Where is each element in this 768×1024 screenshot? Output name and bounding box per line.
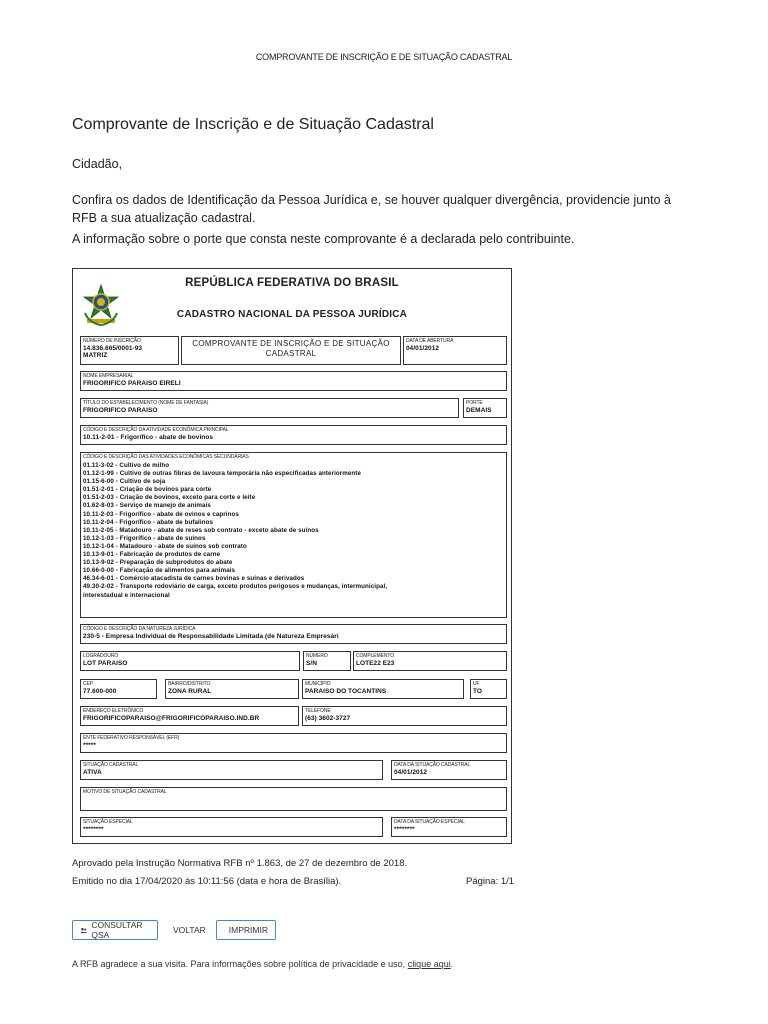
- page-number: Página: 1/1: [466, 876, 515, 887]
- logradouro-label: LOGRADOURO: [83, 653, 119, 659]
- page-title: Comprovante de Inscrição e de Situação Cadastral: [72, 116, 434, 133]
- list-item: 10.11-2-05 - Matadouro - abate de reses sob contrato - exceto abate de suínos: [83, 526, 319, 534]
- efr-box: [80, 733, 507, 753]
- atividades-secundarias-label: CÓDIGO E DESCRIÇÃO DAS ATIVIDADES ECONÔMICAS SECUNDÁRIAS: [83, 454, 249, 460]
- porte-value: DEMAIS: [466, 407, 492, 414]
- comprovante-box: [181, 336, 401, 365]
- voltar-button[interactable]: [162, 920, 212, 940]
- list-item: 01.15-6-00 - Cultivo de soja: [83, 478, 166, 486]
- telefone-value: (63) 3602-3727: [305, 715, 351, 722]
- uf-box: [470, 679, 507, 699]
- data-abertura-label: DATA DE ABERTURA: [406, 338, 454, 344]
- nome-empresarial-box: [80, 371, 507, 391]
- nome-fantasia-label: TÍTULO DO ESTABELECIMENTO (NOME DE FANTASIA): [83, 400, 209, 406]
- list-item: 01.51-2-01 - Criação de bovinos para corte: [83, 486, 212, 494]
- greeting: Cidadão,: [72, 157, 123, 171]
- comprovante-title: COMPROVANTE DE INSCRIÇÃO E DE SITUAÇÃO CADASTRAL: [192, 339, 390, 358]
- brasil-coat-of-arms-icon: [81, 283, 121, 327]
- atividade-principal-box: [80, 425, 507, 445]
- list-item: 49.30-2-02 - Transporte rodoviário de carga, exceto produtos perigosos e mudanças, intermunicipal,: [83, 583, 388, 591]
- cep-label: CEP: [83, 681, 93, 687]
- data-abertura-box: [403, 336, 507, 365]
- numero-inscricao-label: NÚMERO DE INSCRIÇÃO: [83, 338, 141, 344]
- comprovante-card: [72, 268, 512, 844]
- numero-value: S/N: [306, 660, 317, 667]
- email-value: FRIGORIFICOPARAISO@FRIGORIFICOPARAISO.IND.BR: [83, 715, 260, 722]
- list-item: 01.12-1-99 - Cultivo de outras fibras de lavoura temporária não especificadas anteriormente: [83, 470, 362, 478]
- data-situacao-box: [391, 760, 507, 780]
- data-situacao-especial-value: ********: [394, 826, 415, 833]
- list-item: interestadual e internacional: [83, 591, 170, 599]
- situacao-especial-value: ********: [83, 826, 104, 833]
- footer-text: A RFB agradece a sua visita. Para informações sobre política de privacidade e uso,: [72, 959, 408, 969]
- efr-value: *****: [83, 742, 96, 749]
- complemento-label: COMPLEMENTO: [356, 653, 394, 659]
- list-item: 10.13-9-02 - Preparação de subprodutos do abate: [83, 559, 233, 567]
- situacao-label: SITUAÇÃO CADASTRAL: [83, 762, 139, 768]
- list-item: 10.13-9-01 - Fabricação de produtos de carne: [83, 551, 221, 559]
- porte-label: PORTE: [466, 400, 483, 406]
- republica-heading: REPÚBLICA FEDERATIVA DO BRASIL: [185, 277, 399, 289]
- list-item: 10.12-1-04 - Matadouro - abate de suínos sob contrato: [83, 542, 247, 550]
- list-item: 01.62-8-03 - Serviço de manejo de animais: [83, 502, 211, 510]
- list-item: 10.12-1-03 - Frigorífico - abate de suínos: [83, 534, 206, 542]
- natureza-juridica-value: 230-5 - Empresa Individual de Responsabilidade Limitada (de Natureza Empresári: [83, 633, 339, 640]
- situacao-value: ATIVA: [83, 769, 102, 776]
- numero-inscricao-box: [80, 336, 179, 365]
- intro-paragraph: Confira os dados de Identificação da Pessoa Jurídica e, se houver qualquer divergência, providencie junto à RFB a sua atualização cadastral.: [72, 193, 671, 225]
- list-item: 01.11-3-02 - Cultivo de milho: [83, 462, 170, 469]
- motivo-label: MOTIVO DE SITUAÇÃO CADASTRAL: [83, 789, 167, 795]
- nome-fantasia-value: FRIGORIFICO PARAISO: [83, 407, 158, 414]
- nome-fantasia-box: [80, 398, 459, 418]
- list-item: 10.66-0-00 - Fabricação de alimentos para animais: [83, 567, 236, 575]
- email-box: [80, 706, 299, 726]
- data-situacao-especial-box: [391, 817, 507, 837]
- consultar-qsa-button[interactable]: [72, 920, 158, 940]
- uf-value: TO: [473, 688, 483, 695]
- data-situacao-value: 04/01/2012: [394, 769, 428, 776]
- privacy-link[interactable]: clique aqui: [407, 959, 451, 969]
- numero-box: [303, 651, 351, 671]
- motivo-box: [80, 787, 507, 811]
- email-label: ENDEREÇO ELETRÔNICO: [83, 708, 144, 714]
- atividade-principal-value: 10.11-2-01 - Frigorífico - abate de bovinos: [83, 434, 214, 441]
- bairro-value: ZONA RURAL: [168, 688, 212, 695]
- matriz-value: MATRIZ: [83, 352, 108, 359]
- uf-label: UF: [473, 681, 480, 687]
- complemento-value: LOTE22 E23: [356, 660, 395, 667]
- cep-box: [80, 679, 157, 699]
- footer-end: .: [450, 959, 454, 969]
- porte-box: [463, 398, 507, 418]
- list-item: 46.34-6-01 - Comércio atacadista de carnes bovinas e suínas e derivados: [83, 575, 305, 583]
- municipio-box: [302, 679, 464, 699]
- users-icon: [80, 926, 87, 935]
- imprimir-button[interactable]: [216, 920, 276, 940]
- logradouro-value: LOT PARAISO: [83, 660, 128, 667]
- data-situacao-especial-label: DATA DA SITUAÇÃO ESPECIAL: [394, 819, 465, 825]
- atividade-principal-label: CÓDIGO E DESCRIÇÃO DA ATIVIDADE ECONÔMICA PRINCIPAL: [83, 427, 229, 433]
- approval-note: Aprovado pela Instrução Normativa RFB nº 1.863, de 27 de dezembro de 2018.: [72, 858, 408, 869]
- municipio-label: MUNICÍPIO: [305, 681, 331, 687]
- page-header: COMPROVANTE DE INSCRIÇÃO E DE SITUAÇÃO CADASTRAL: [255, 52, 513, 62]
- nome-empresarial-label: NOME EMPRESARIAL: [83, 373, 134, 379]
- consultar-qsa-label: CONSULTAR QSA: [91, 920, 143, 940]
- complemento-box: [353, 651, 507, 671]
- telefone-label: TELEFONE: [305, 708, 331, 714]
- data-abertura-value: 04/01/2012: [406, 345, 440, 352]
- cep-value: 77.600-000: [83, 688, 117, 695]
- atividades-secundarias-box: [80, 452, 507, 618]
- list-item: 01.51-2-03 - Criação de bovinos, exceto para corte e leite: [83, 494, 256, 502]
- natureza-juridica-label: CÓDIGO E DESCRIÇÃO DA NATUREZA JURÍDICA: [83, 626, 196, 632]
- situacao-especial-label: SITUAÇÃO ESPECIAL: [83, 819, 133, 825]
- list-item: 10.11-2-04 - Frigorífico - abate de bufalinos: [83, 518, 213, 526]
- emission-timestamp: Emitido no dia 17/04/2020 às 10:11:56 (data e hora de Brasília).: [72, 876, 342, 887]
- telefone-box: [302, 706, 507, 726]
- porte-note: A informação sobre o porte que consta neste comprovante é a declarada pelo contribuinte.: [72, 232, 575, 246]
- list-item: 10.11-2-03 - Frigorífico - abate de ovinos e caprinos: [83, 510, 239, 518]
- imprimir-label: IMPRIMIR: [228, 925, 268, 935]
- nome-empresarial-value: FRIGORIFICO PARAISO EIRELI: [83, 380, 181, 387]
- printer-icon: [224, 926, 225, 935]
- situacao-box: [80, 760, 383, 780]
- voltar-label: VOLTAR: [173, 925, 206, 935]
- bairro-box: [165, 679, 299, 699]
- numero-label: NÚMERO: [306, 653, 328, 659]
- numero-inscricao-value: 14.836.665/0001-93: [83, 345, 143, 352]
- footer-note: [72, 959, 453, 969]
- logradouro-box: [80, 651, 300, 671]
- data-situacao-label: DATA DA SITUAÇÃO CADASTRAL: [394, 762, 471, 768]
- cnpj-heading: CADASTRO NACIONAL DA PESSOA JURÍDICA: [176, 309, 408, 320]
- natureza-juridica-box: [80, 624, 507, 644]
- municipio-value: PARAISO DO TOCANTINS: [305, 688, 387, 695]
- bairro-label: BAIRRO/DISTRITO: [168, 681, 211, 687]
- atividades-secundarias-list: [83, 462, 387, 600]
- efr-label: ENTE FEDERATIVO RESPONSÁVEL (EFR): [83, 735, 180, 741]
- situacao-especial-box: [80, 817, 383, 837]
